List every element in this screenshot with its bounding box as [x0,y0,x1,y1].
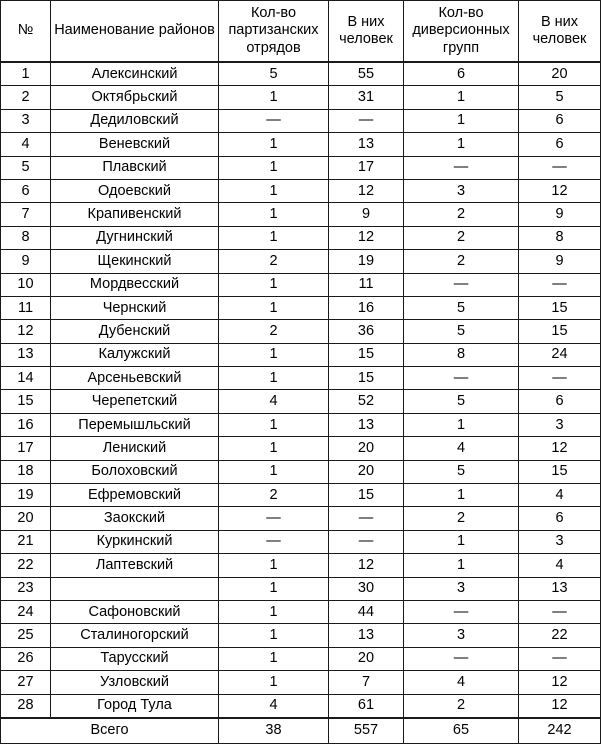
district-name-cell: Дубенский [51,320,219,343]
detachment-people-cell: 15 [329,367,404,390]
sabotage-groups-cell: 1 [404,484,519,507]
em-dash-icon: — [266,510,281,527]
em-dash-icon: — [552,650,567,667]
sabotage-people-cell: 6 [519,507,601,530]
sabotage-people-cell: 24 [519,343,601,366]
sabotage-groups-cell: 8 [404,343,519,366]
sabotage-groups-cell: 1 [404,133,519,156]
table-row [1,390,601,413]
district-name-cell: Черепетский [51,390,219,413]
district-name-cell: Веневский [51,133,219,156]
district-name-cell: Ефремовский [51,484,219,507]
detachment-people-cell: 13 [329,624,404,647]
table-row [1,109,601,132]
district-name-cell: Щекинский [51,250,219,273]
column-header-district-name: Наименование районов [51,1,219,63]
sabotage-people-cell: 13 [519,577,601,600]
district-name-cell: Дедиловский [51,109,219,132]
em-dash-icon: — [266,112,281,129]
row-number-cell: 28 [1,694,51,718]
em-dash-icon: — [453,369,469,386]
detachment-count-cell: 1 [219,413,329,436]
detachment-people-cell: 11 [329,273,404,296]
sabotage-people-cell: 4 [519,554,601,577]
row-number-cell: 27 [1,671,51,694]
district-name-cell: Одоевский [51,179,219,202]
sabotage-people-cell: 15 [519,296,601,319]
detachment-count-cell: 1 [219,179,329,202]
detachment-count-cell: 1 [219,367,329,390]
district-name-cell: Лаптевский [51,554,219,577]
sabotage-people-cell: 3 [519,530,601,553]
row-number-cell: 18 [1,460,51,483]
table-row [1,530,601,553]
total-sabotage-groups: 65 [404,718,519,744]
sabotage-groups-cell: 5 [404,390,519,413]
row-number-cell: 12 [1,320,51,343]
sabotage-people-cell: 12 [519,694,601,718]
sabotage-groups-cell: 2 [404,694,519,718]
detachment-people-cell: 13 [329,413,404,436]
em-dash-icon: — [358,510,374,527]
district-name-cell: Перемышльский [51,413,219,436]
row-number-cell: 13 [1,343,51,366]
em-dash-icon: — [552,276,567,293]
table-row [1,624,601,647]
detachment-people-cell: 15 [329,343,404,366]
column-header-sabotage-groups: Кол-во диверсионных групп [404,1,519,63]
detachment-people-cell: 9 [329,203,404,226]
row-number-cell: 20 [1,507,51,530]
sabotage-groups-cell: 3 [404,577,519,600]
detachment-count-cell: 1 [219,554,329,577]
district-name-cell: Сталиногорский [51,624,219,647]
sabotage-people-cell: 12 [519,437,601,460]
district-name-cell: Сафоновский [51,600,219,623]
detachment-people-cell: 17 [329,156,404,179]
district-name-cell: Куркинский [51,530,219,553]
sabotage-people-cell: 20 [519,62,601,86]
row-number-cell: 26 [1,647,51,670]
row-number-cell: 24 [1,600,51,623]
row-number-cell: 7 [1,203,51,226]
total-detachment-people: 557 [329,718,404,744]
sabotage-groups-cell: 5 [404,296,519,319]
sabotage-groups-cell: 2 [404,226,519,249]
detachment-count-cell [219,507,329,530]
sabotage-groups-cell: 2 [404,507,519,530]
column-header-detachment-count: Кол-во партизанских отрядов [219,1,329,63]
detachment-people-cell: 12 [329,179,404,202]
sabotage-people-cell [519,273,601,296]
detachment-count-cell: 2 [219,320,329,343]
district-name-cell: Заокский [51,507,219,530]
row-number-cell: 11 [1,296,51,319]
column-header-number: № [1,1,51,63]
detachment-count-cell [219,530,329,553]
row-number-cell: 6 [1,179,51,202]
sabotage-people-cell: 4 [519,484,601,507]
row-number-cell: 1 [1,62,51,86]
detachment-count-cell: 1 [219,600,329,623]
detachment-people-cell: 52 [329,390,404,413]
sabotage-groups-cell: 5 [404,460,519,483]
row-number-cell: 22 [1,554,51,577]
detachment-people-cell [329,109,404,132]
em-dash-icon: — [552,159,567,176]
table-row [1,179,601,202]
detachment-count-cell [219,109,329,132]
sabotage-people-cell: 3 [519,413,601,436]
detachment-count-cell: 1 [219,133,329,156]
detachment-count-cell: 1 [219,203,329,226]
detachment-people-cell: 36 [329,320,404,343]
row-number-cell: 9 [1,250,51,273]
sabotage-groups-cell: 3 [404,179,519,202]
row-number-cell: 23 [1,577,51,600]
sabotage-people-cell: 6 [519,390,601,413]
detachment-people-cell: 12 [329,226,404,249]
table-header [1,1,601,63]
row-number-cell: 10 [1,273,51,296]
table-row [1,554,601,577]
district-name-cell: Тарусский [51,647,219,670]
sabotage-people-cell: 6 [519,133,601,156]
detachment-people-cell: 12 [329,554,404,577]
column-header-detachment-people: В них человек [329,1,404,63]
district-name-cell: Узловский [51,671,219,694]
total-sabotage-people: 242 [519,718,601,744]
sabotage-groups-cell: 4 [404,437,519,460]
district-name-cell [51,577,219,600]
table-row [1,671,601,694]
detachment-count-cell: 1 [219,460,329,483]
em-dash-icon: — [358,533,374,550]
sabotage-groups-cell [404,600,519,623]
detachment-people-cell: 20 [329,460,404,483]
table-row [1,694,601,718]
detachment-count-cell: 2 [219,484,329,507]
table-row [1,62,601,86]
sabotage-groups-cell [404,273,519,296]
sabotage-people-cell: 15 [519,460,601,483]
detachment-people-cell [329,530,404,553]
district-name-cell: Болоховский [51,460,219,483]
sabotage-groups-cell: 1 [404,86,519,109]
detachment-people-cell: 16 [329,296,404,319]
total-detachment-count: 38 [219,718,329,744]
sabotage-people-cell [519,156,601,179]
sabotage-groups-cell: 1 [404,554,519,577]
table-row [1,133,601,156]
sabotage-groups-cell [404,156,519,179]
detachment-count-cell: 1 [219,343,329,366]
district-name-cell: Алексинский [51,62,219,86]
table-row [1,273,601,296]
sabotage-groups-cell: 1 [404,413,519,436]
table-row [1,320,601,343]
column-header-sabotage-people: В них человек [519,1,601,63]
row-number-cell: 8 [1,226,51,249]
em-dash-icon: — [552,603,567,620]
sabotage-people-cell: 8 [519,226,601,249]
table-row [1,343,601,366]
em-dash-icon: — [453,276,469,293]
table-row [1,577,601,600]
table-row [1,250,601,273]
table-row [1,367,601,390]
table-footer [1,718,601,744]
em-dash-icon: — [453,159,469,176]
sabotage-groups-cell: 4 [404,671,519,694]
table-row [1,86,601,109]
sabotage-people-cell: 22 [519,624,601,647]
table-row [1,437,601,460]
detachment-count-cell: 1 [219,624,329,647]
sabotage-groups-cell: 5 [404,320,519,343]
table-row [1,413,601,436]
detachment-people-cell: 19 [329,250,404,273]
detachment-people-cell: 55 [329,62,404,86]
row-number-cell: 3 [1,109,51,132]
detachment-people-cell: 13 [329,133,404,156]
sabotage-people-cell: 6 [519,109,601,132]
row-number-cell: 16 [1,413,51,436]
detachment-count-cell: 2 [219,250,329,273]
sabotage-groups-cell: 1 [404,530,519,553]
district-name-cell: Арсеньевский [51,367,219,390]
detachment-people-cell [329,507,404,530]
table-row [1,484,601,507]
detachment-count-cell: 4 [219,390,329,413]
detachment-count-cell: 1 [219,156,329,179]
em-dash-icon: — [453,650,469,667]
detachment-count-cell: 4 [219,694,329,718]
row-number-cell: 21 [1,530,51,553]
em-dash-icon: — [358,112,374,129]
table-row [1,226,601,249]
district-name-cell: Калужский [51,343,219,366]
district-name-cell: Лениский [51,437,219,460]
detachment-people-cell: 31 [329,86,404,109]
table-row [1,507,601,530]
sabotage-people-cell: 12 [519,179,601,202]
sabotage-people-cell [519,367,601,390]
detachment-count-cell: 1 [219,671,329,694]
sabotage-groups-cell: 3 [404,624,519,647]
row-number-cell: 17 [1,437,51,460]
sabotage-groups-cell: 6 [404,62,519,86]
detachment-people-cell: 20 [329,437,404,460]
detachment-people-cell: 30 [329,577,404,600]
detachment-people-cell: 61 [329,694,404,718]
detachment-count-cell: 1 [219,86,329,109]
detachment-count-cell: 1 [219,437,329,460]
row-number-cell: 25 [1,624,51,647]
sabotage-groups-cell [404,647,519,670]
row-number-cell: 2 [1,86,51,109]
em-dash-icon: — [266,533,281,550]
row-number-cell: 19 [1,484,51,507]
sabotage-groups-cell: 1 [404,109,519,132]
table-row [1,647,601,670]
district-name-cell: Октябрьский [51,86,219,109]
district-name-cell: Дугнинский [51,226,219,249]
district-name-cell: Плавский [51,156,219,179]
detachment-count-cell: 1 [219,296,329,319]
detachment-count-cell: 1 [219,273,329,296]
sabotage-people-cell: 15 [519,320,601,343]
district-name-cell: Крапивенский [51,203,219,226]
table-row [1,156,601,179]
sabotage-groups-cell: 2 [404,203,519,226]
sabotage-people-cell [519,600,601,623]
sabotage-people-cell: 12 [519,671,601,694]
total-row [1,718,601,744]
table-body [1,62,601,718]
detachment-count-cell: 1 [219,577,329,600]
district-name-cell: Мордвесский [51,273,219,296]
header-row [1,1,601,63]
em-dash-icon: — [453,603,469,620]
detachment-people-cell: 44 [329,600,404,623]
sabotage-groups-cell [404,367,519,390]
table-row [1,203,601,226]
sabotage-people-cell: 9 [519,250,601,273]
table-row [1,460,601,483]
district-name-cell: Город Тула [51,694,219,718]
total-label: Всего [1,718,219,744]
row-number-cell: 4 [1,133,51,156]
detachment-people-cell: 15 [329,484,404,507]
sabotage-groups-cell: 2 [404,250,519,273]
detachment-count-cell: 1 [219,647,329,670]
em-dash-icon: — [552,369,567,386]
table-row [1,600,601,623]
table-row [1,296,601,319]
sabotage-people-cell: 5 [519,86,601,109]
row-number-cell: 5 [1,156,51,179]
district-name-cell: Чернский [51,296,219,319]
row-number-cell: 14 [1,367,51,390]
detachment-count-cell: 5 [219,62,329,86]
sabotage-people-cell: 9 [519,203,601,226]
detachment-people-cell: 20 [329,647,404,670]
row-number-cell: 15 [1,390,51,413]
detachment-people-cell: 7 [329,671,404,694]
detachment-count-cell: 1 [219,226,329,249]
sabotage-people-cell [519,647,601,670]
